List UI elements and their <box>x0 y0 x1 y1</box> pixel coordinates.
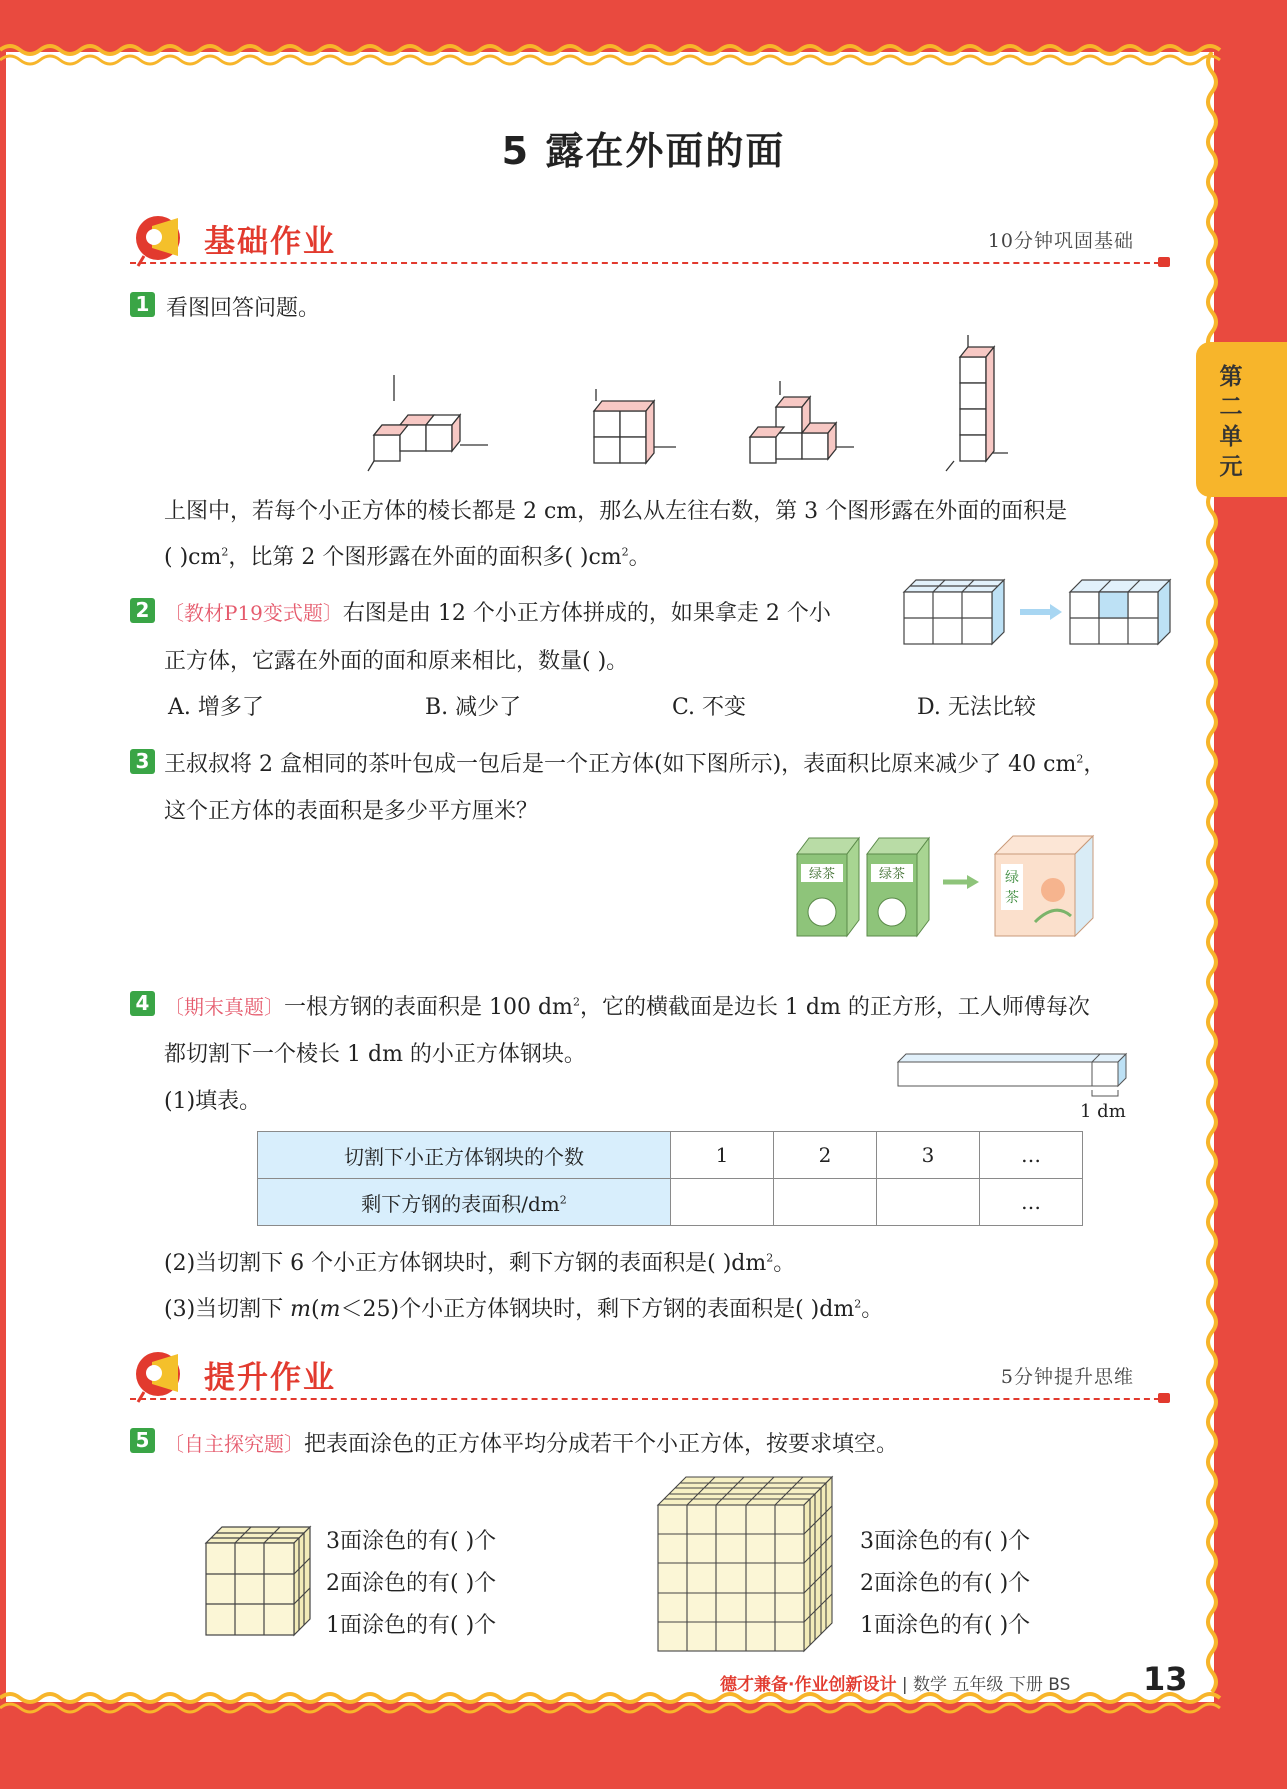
section-divider-end <box>1158 1393 1170 1403</box>
q4-part3[interactable] <box>164 1292 883 1323</box>
section-advanced-header <box>130 1346 1170 1416</box>
q1-line2 <box>164 540 651 571</box>
table-cell: 3 <box>877 1132 980 1179</box>
q4-line1 <box>164 990 1090 1021</box>
page-number: 13 <box>1143 1660 1188 1698</box>
q2-line2[interactable]: 正方体，它露在外面的面和原来相比，数量( )。 <box>164 649 629 674</box>
q2-cube-figure <box>900 570 1180 650</box>
tea-cube <box>995 836 1093 936</box>
tea-box-1 <box>797 838 859 936</box>
table-cell: 2 <box>774 1132 877 1179</box>
q4-tag: 〔期末真题〕 <box>164 995 284 1019</box>
q3-tea-box-figure <box>795 832 1095 938</box>
unit-tab[interactable] <box>1196 342 1287 497</box>
q4-part2-end: 。 <box>773 1251 796 1276</box>
q2-tag: 〔教材P19变式题〕 <box>164 601 343 625</box>
tea-cube-label-2: 茶 <box>1005 890 1019 906</box>
table-input-cell[interactable] <box>877 1179 980 1226</box>
megaphone-icon <box>130 210 190 270</box>
table-input-cell[interactable] <box>671 1179 774 1226</box>
q1-line1: 上图中，若每个小正方体的棱长都是 2 cm，那么从左往右数，第 3 个图形露在外面的面积是 <box>164 499 1068 524</box>
q2-line1-text: 右图是由 12 个小正方体拼成的，如果拿走 2 个小 <box>342 601 831 626</box>
q4-fill-table <box>257 1131 1083 1226</box>
q5-tag: 〔自主探究题〕 <box>164 1432 304 1456</box>
question-number-1: 1 <box>130 292 155 317</box>
section-divider-end <box>1158 257 1170 267</box>
q4-sup: 2 <box>572 995 580 1009</box>
question-number-2: 2 <box>130 598 155 623</box>
unit-tab-char: 单 <box>1219 424 1243 450</box>
table-row <box>258 1179 1083 1226</box>
q4-bar-label: 1 dm <box>1080 1101 1126 1122</box>
q4-part3-text: (3)当切割下 <box>164 1297 284 1322</box>
unit-tab-label <box>1196 362 1266 482</box>
table-cell: … <box>980 1132 1083 1179</box>
right-wave-border <box>1200 52 1230 1702</box>
footer-info: 数学 五年级 下册 BS <box>913 1675 1071 1695</box>
q1-sup-2: 2 <box>621 545 629 559</box>
q3-sup: 2 <box>1076 752 1084 766</box>
unit-tab-char: 第 <box>1219 364 1243 390</box>
q5-small-cube <box>204 1525 314 1637</box>
q1-sup-1: 2 <box>221 545 229 559</box>
q1-line2-end: 。 <box>628 545 651 570</box>
table-row2-head <box>258 1179 671 1226</box>
footer-separator: | <box>896 1675 914 1695</box>
q3-line2: 这个正方体的表面积是多少平方厘米？ <box>164 799 539 824</box>
section-basic-subtitle: 10分钟巩固基础 <box>987 230 1134 252</box>
q4-part3-var2: m <box>319 1297 341 1322</box>
tea-box-1-label: 绿茶 <box>808 867 836 882</box>
q1-cube-figures <box>360 335 1120 475</box>
q5-right-line-1[interactable]: 3面涂色的有( )个 <box>860 1529 1031 1554</box>
table-row2-head-text: 剩下方钢的表面积/dm <box>361 1191 560 1216</box>
table-cell: 1 <box>671 1132 774 1179</box>
q1-blank-1[interactable]: ( )cm <box>164 545 222 570</box>
table-row2-sup: 2 <box>559 1192 567 1206</box>
q2-option-d[interactable]: D. 无法比较 <box>917 695 1036 720</box>
section-basic-label: 基础作业 <box>204 224 336 260</box>
q3-line1-end: ， <box>1083 752 1106 777</box>
q4-line1-rest: ，它的横截面是边长 1 dm 的正方形，工人师傅每次 <box>579 995 1090 1020</box>
q4-part3-rest: ＜25)个小正方体钢块时，剩下方钢的表面积是( )dm <box>340 1297 855 1322</box>
q3-line1-text: 王叔叔将 2 盒相同的茶叶包成一包后是一个正方体(如下图所示)，表面积比原来减少了 40 cm <box>164 752 1077 777</box>
unit-tab-char: 元 <box>1219 454 1243 480</box>
q4-line1-text: 一根方钢的表面积是 100 dm <box>284 995 573 1020</box>
q3-line1 <box>164 747 1105 778</box>
section-divider <box>130 262 1170 264</box>
q4-part2-sup: 2 <box>766 1251 774 1265</box>
question-number-5: 5 <box>130 1428 155 1453</box>
table-cell: … <box>980 1179 1083 1226</box>
q2-option-c[interactable]: C. 不变 <box>672 695 747 720</box>
table-input-cell[interactable] <box>774 1179 877 1226</box>
question-number-4: 4 <box>130 991 155 1016</box>
q4-part2-text: (2)当切割下 6 个小正方体钢块时，剩下方钢的表面积是( )dm <box>164 1251 767 1276</box>
q4-part3-end: 。 <box>861 1297 884 1322</box>
tea-cube-label-1: 绿 <box>1005 870 1019 886</box>
megaphone-icon <box>130 1346 190 1406</box>
unit-tab-char: 二 <box>1219 394 1243 420</box>
table-row <box>258 1132 1083 1179</box>
q4-part1: (1)填表。 <box>164 1089 262 1114</box>
q5-right-line-3[interactable]: 1面涂色的有( )个 <box>860 1613 1031 1638</box>
footer <box>720 1670 1070 1695</box>
section-advanced-label: 提升作业 <box>204 1360 336 1396</box>
q5-large-cube <box>656 1475 836 1653</box>
q5-left-line-1[interactable]: 3面涂色的有( )个 <box>326 1529 497 1554</box>
section-advanced-subtitle: 5分钟提升思维 <box>1000 1366 1134 1388</box>
lesson-title: 5 露在外面的面 <box>501 129 786 173</box>
q5-right-line-2[interactable]: 2面涂色的有( )个 <box>860 1571 1031 1596</box>
question-number-3: 3 <box>130 749 155 774</box>
q4-line2: 都切割下一个棱长 1 dm 的小正方体钢块。 <box>164 1042 586 1067</box>
q1-blank-2[interactable]: ，比第 2 个图形露在外面的面积多( )cm <box>228 545 622 570</box>
q4-part2[interactable] <box>164 1246 795 1277</box>
q1-prompt: 看图回答问题。 <box>166 296 321 321</box>
q4-part3-var: m <box>290 1297 312 1322</box>
q2-line1 <box>164 596 831 627</box>
q5-prompt: 把表面涂色的正方体平均分成若干个小正方体，按要求填空。 <box>304 1432 899 1457</box>
q4-part3-paren: ( <box>311 1297 320 1322</box>
section-divider <box>130 1398 1170 1400</box>
section-basic-header <box>130 210 1170 280</box>
q4-part3-sup: 2 <box>854 1297 862 1311</box>
footer-brand: 德才兼备·作业创新设计 <box>720 1675 897 1695</box>
q5-line <box>164 1427 898 1458</box>
q2-option-b[interactable]: B. 减少了 <box>425 695 522 720</box>
tea-box-2-label: 绿茶 <box>878 867 906 882</box>
table-row1-head: 切割下小正方体钢块的个数 <box>258 1132 671 1179</box>
q5-left-line-3[interactable]: 1面涂色的有( )个 <box>326 1613 497 1638</box>
tea-box-2 <box>867 838 929 936</box>
top-wave-border <box>0 38 1230 74</box>
q5-left-line-2[interactable]: 2面涂色的有( )个 <box>326 1571 497 1596</box>
q2-option-a[interactable]: A. 增多了 <box>168 695 264 720</box>
